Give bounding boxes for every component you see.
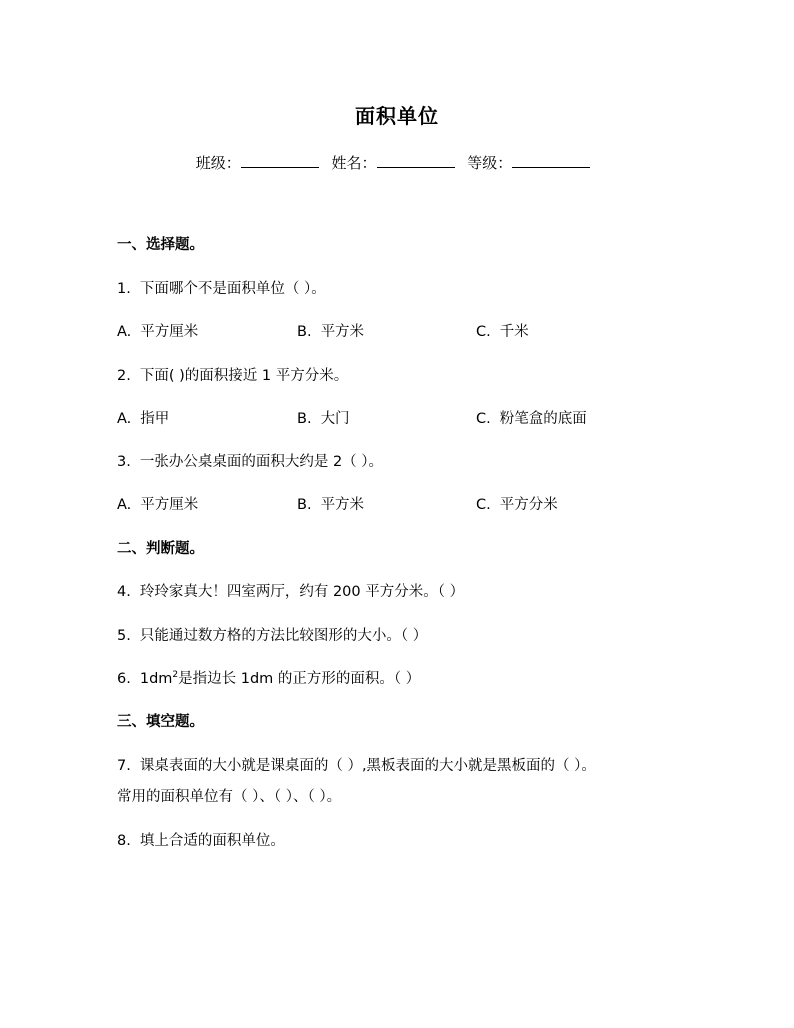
q2-option-b[interactable]: B. 大门 [297, 411, 350, 427]
student-info-row [0, 152, 794, 173]
question-number: 5. [117, 628, 131, 644]
q1-option-a[interactable]: A. 平方厘米 [117, 324, 199, 340]
class-label: 班级： [195, 154, 241, 172]
q1-option-c[interactable]: C. 千米 [476, 324, 529, 340]
q1-option-b[interactable]: B. 平方米 [297, 324, 365, 340]
question-7-line-2: 常用的面积单位有（ ）、（ ）、（ ）。 [117, 789, 342, 805]
grade-blank[interactable] [512, 153, 590, 168]
section-fill-heading: 三、填空题。 [117, 714, 204, 730]
question-2 [117, 364, 348, 385]
question-text: 只能通过数方格的方法比较图形的大小。（ ） [139, 628, 428, 644]
question-text-pre: 1dm [139, 671, 173, 687]
section-judge-heading: 二、判断题。 [117, 541, 204, 557]
q2-option-a[interactable]: A. 指甲 [117, 411, 170, 427]
question-7 [117, 754, 596, 775]
question-number: 7. [117, 758, 131, 774]
question-4 [117, 580, 464, 601]
q3-option-c[interactable]: C. 平方分米 [476, 497, 558, 513]
question-number: 1. [117, 281, 131, 297]
question-3 [117, 450, 383, 471]
question-number: 8. [117, 833, 131, 849]
q3-option-b[interactable]: B. 平方米 [297, 497, 365, 513]
question-text: 课桌表面的大小就是课桌面的（ ）,黑板表面的大小就是黑板面的（ ）。 [139, 758, 596, 774]
question-text-post: 是指边长 1dm 的正方形的面积。（ ） [178, 671, 421, 687]
question-text: 下面哪个不是面积单位（ ）。 [139, 281, 326, 297]
question-6 [117, 667, 420, 688]
question-number: 6. [117, 671, 131, 687]
question-number: 2. [117, 368, 131, 384]
question-text: 一张办公桌桌面的面积大约是 2（ ）。 [139, 454, 384, 470]
question-text: 下面( )的面积接近 1 平方分米。 [139, 368, 349, 384]
class-blank[interactable] [241, 153, 319, 168]
name-blank[interactable] [377, 153, 455, 168]
question-1 [117, 277, 326, 298]
section-choice-heading: 一、选择题。 [117, 237, 204, 253]
question-number: 3. [117, 454, 131, 470]
q3-option-a[interactable]: A. 平方厘米 [117, 497, 199, 513]
question-number: 4. [117, 584, 131, 600]
name-label: 姓名： [331, 154, 377, 172]
question-8 [117, 829, 285, 850]
question-text: 玲玲家真大！四室两厅，约有 200 平方分米。（ ） [139, 584, 465, 600]
question-text: 填上合适的面积单位。 [139, 833, 285, 849]
superscript: 2 [172, 670, 179, 681]
question-5 [117, 624, 427, 645]
page-title: 面积单位 [355, 104, 439, 128]
grade-label: 等级： [467, 154, 513, 172]
q2-option-c[interactable]: C. 粉笔盒的底面 [476, 411, 587, 427]
